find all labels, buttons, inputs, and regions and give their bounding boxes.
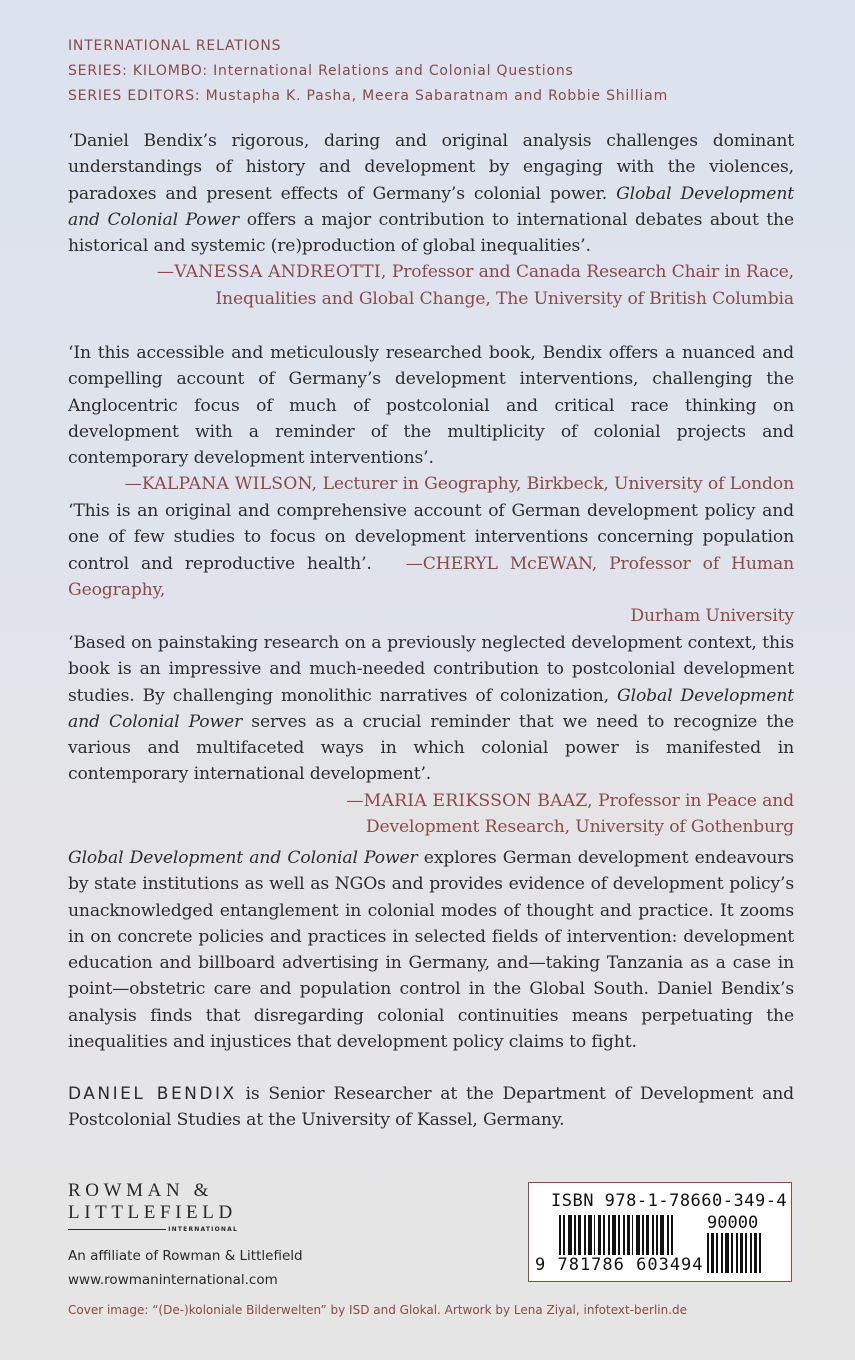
category-label: INTERNATIONAL RELATIONS [68,38,282,54]
series-editors: SERIES EDITORS: Mustapha K. Pasha, Meera Sabaratnam and Robbie Shilliam [68,88,669,104]
endorsement-attribution: —KALPANA WILSON, Lecturer in Geography, Birkbeck, University of London [124,474,794,495]
endorsement-baaz [68,630,794,840]
author-name: DANIEL BENDIX [68,1084,237,1104]
logo-rule [68,1229,166,1230]
publisher-info [68,1244,303,1292]
endorsement-attribution: —VANESSA ANDREOTTI, Professor and Canada Research Chair in Race, Inequalities and Global Change, The University of British Columbia [156,262,794,309]
book-description: Global Development and Colonial Power explores German development endeavours by state institutions as well as NGOs and provides evidence of development policy’s unacknowledged entanglement in colonial modes of thought and practice. It zooms in on concrete policies and practices in selected fields of intervention: development education and billboard advertising in Germany, and—taking Tanzania as a case in point—obstetric care and population control in the Global South. Daniel Bendix’s analysis finds that disregarding colonial continuities means perpetuating the inequalities and injustices that development policy claims to fight. [68,848,794,1053]
endorsement-attribution: Durham University [630,606,794,627]
endorsement-wilson [68,340,794,498]
endorsement-quote: ‘This is an original and comprehensive account of German development policy and one of few studies to focus on development interventions concerning population control and reproductive health’. —CHERYL McEWAN, Professor of Human Geography, [68,501,794,600]
endorsement-quote: ‘Daniel Bendix’s rigorous, daring and original analysis challenges dominant understandings of history and development by engaging with the violences, paradoxes and present effects of Germany’s colonial power. Global Development and Colonial Power offers a major contribution to international debates about the historical and systemic (re)production of global inequalities’. [68,131,794,257]
publisher-website: www.rowmaninternational.com [68,1272,278,1288]
endorsement-andreotti [68,128,794,312]
author-bio: DANIEL BENDIX is Senior Researcher at the Department of Development and Postcolonial Studies at the University of Kassel, Germany. [68,1084,794,1131]
ean-number: 9 781786 603494 [535,1255,704,1275]
endorsement-attribution: —MARIA ERIKSSON BAAZ, Professor in Peace and Development Research, University of Gothenburg [346,790,794,838]
cover-credit: Cover image: “(De-)koloniale Bilderwelten” by ISD and Glokal. Artwork by Lena Ziyal, infotext-berlin.de [68,1303,688,1317]
book-title: Global Development and Colonial Power [68,183,794,230]
endorsement-quote: ‘In this accessible and meticulously researched book, Bendix offers a nuanced and compelling account of Germany’s development interventions, challenging the Anglocentric focus of much of postcolonial and critical race thinking on development with a reminder of the multiplicity of colonial projects and contemporary development interventions’. [68,343,794,469]
series-label: SERIES: KILOMBO: International Relations and Colonial Questions [68,63,574,79]
isbn-number: ISBN 978-1-78660-349-4 [551,1191,788,1211]
publisher-affiliate: An affiliate of Rowman & Littlefield [68,1248,303,1264]
endorsement-quote: ‘Based on painstaking research on a previously neglected development context, this book is an impressive and much-needed contribution to postcolonial development studies. By challenging monolithic narratives of colonization, Global Development and Colonial Power serves as a crucial reminder that we need to recognize the various and multifaceted ways in which colonial power is manifested in contemporary international development’. [68,633,795,785]
isbn-barcode [528,1182,792,1282]
endorsement-mcewan [68,498,794,629]
book-title: Global Development and Colonial Power [68,848,418,868]
publisher-logo: ROWMAN & LITTLEFIELD INTERNATIONAL [68,1180,238,1233]
series-header [68,34,668,109]
book-title: Global Development and Colonial Power [68,685,795,732]
addon-bars [707,1233,787,1273]
price-code: 90000 [707,1213,759,1233]
